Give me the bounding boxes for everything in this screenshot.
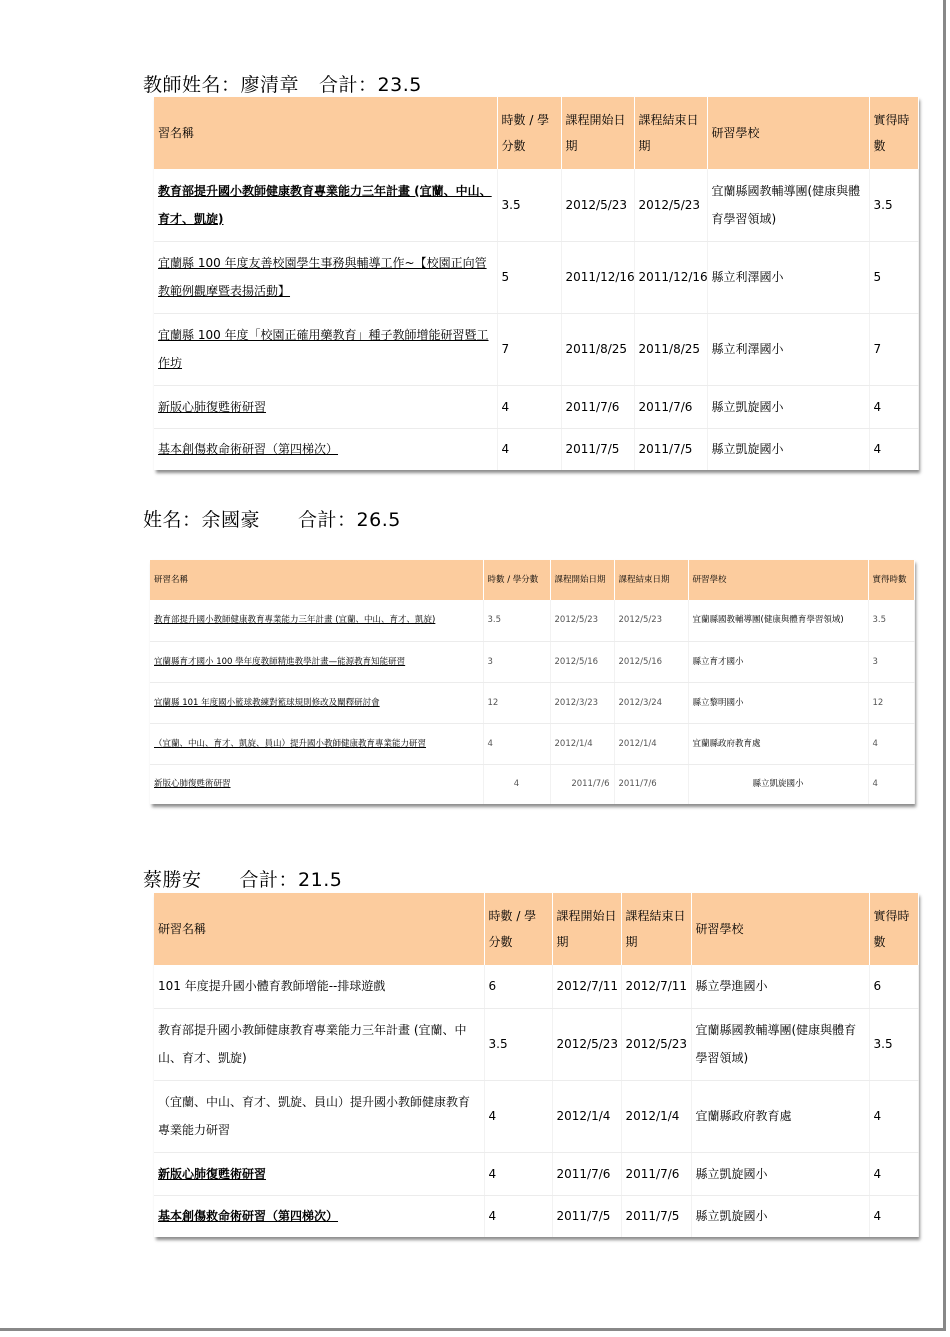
hours: 4	[868, 723, 914, 764]
end-date: 2011/7/5	[634, 428, 707, 470]
start-date: 2012/7/11	[552, 965, 621, 1008]
end-date: 2011/8/25	[634, 313, 707, 385]
teacher-name: 蔡勝安	[143, 869, 202, 891]
hours: 3.5	[869, 1008, 918, 1080]
total-hours: 合計：21.5	[239, 869, 343, 891]
school: 宜蘭縣政府教育處	[691, 1080, 869, 1152]
end-date: 2012/1/4	[614, 723, 688, 764]
credits: 3	[483, 641, 550, 682]
credits: 4	[497, 385, 561, 428]
school: 宜蘭縣國教輔導團(健康與體育學習領域)	[691, 1008, 869, 1080]
course-name-link[interactable]: 新版心肺復甦術研習	[154, 1152, 484, 1195]
header-school: 研習學校	[707, 97, 869, 169]
start-date: 2011/12/16	[561, 241, 634, 313]
hours: 3.5	[869, 169, 918, 241]
course-name: 教育部提升國小教師健康教育專業能力三年計畫 (宜蘭、中山、育才、凱旋)	[154, 1008, 484, 1080]
header-end-date: 課程結束日期	[634, 97, 707, 169]
credits: 6	[484, 965, 552, 1008]
header-school: 研習學校	[688, 560, 868, 600]
school: 縣立利澤國小	[707, 313, 869, 385]
school: 縣立育才國小	[688, 641, 868, 682]
credits: 4	[483, 723, 550, 764]
hours: 12	[868, 682, 914, 723]
course-name-link[interactable]: 基本創傷救命術研習（第四梯次）	[154, 1195, 484, 1237]
header-course-name: 研習名稱	[154, 893, 484, 965]
teacher-name: 教師姓名：廖清章	[143, 74, 300, 96]
table-row	[154, 169, 918, 241]
header-hours: 實得時數	[869, 893, 918, 965]
hours: 5	[869, 241, 918, 313]
section-2-heading	[143, 505, 401, 532]
header-course-name: 研習名稱	[150, 560, 483, 600]
course-name-link[interactable]: （宜蘭、中山、育才、凱旋、員山）提升國小教師健康教育專業能力研習	[150, 723, 483, 764]
header-credits: 時數 / 學分數	[483, 560, 550, 600]
header-end-date: 課程結束日期	[614, 560, 688, 600]
start-date: 2012/1/4	[550, 723, 614, 764]
start-date: 2011/7/6	[550, 764, 614, 804]
end-date: 2012/7/11	[621, 965, 691, 1008]
credits: 7	[497, 313, 561, 385]
start-date: 2012/5/23	[550, 600, 614, 641]
start-date: 2011/7/6	[552, 1152, 621, 1195]
credits: 12	[483, 682, 550, 723]
table-header-row	[154, 893, 918, 965]
table-row	[154, 241, 918, 313]
credits: 5	[497, 241, 561, 313]
header-hours: 實得時數	[869, 97, 918, 169]
school: 縣立凱旋國小	[691, 1195, 869, 1237]
start-date: 2011/7/5	[552, 1195, 621, 1237]
end-date: 2012/3/24	[614, 682, 688, 723]
course-name: （宜蘭、中山、育才、凱旋、員山）提升國小教師健康教育專業能力研習	[154, 1080, 484, 1152]
school: 宜蘭縣政府教育處	[688, 723, 868, 764]
table-row	[150, 682, 914, 723]
table-row	[154, 385, 918, 428]
end-date: 2011/12/16	[634, 241, 707, 313]
header-credits: 時數 / 學分數	[484, 893, 552, 965]
credits: 3.5	[483, 600, 550, 641]
credits: 4	[497, 428, 561, 470]
course-name-link[interactable]: 新版心肺復甦術研習	[154, 385, 497, 428]
hours: 4	[869, 1195, 918, 1237]
table-row	[154, 1008, 918, 1080]
table-header-row	[154, 97, 918, 169]
hours: 4	[869, 428, 918, 470]
training-table-3	[154, 893, 918, 1237]
table-row	[154, 1195, 918, 1237]
table-row	[150, 723, 914, 764]
table-row	[154, 428, 918, 470]
start-date: 2012/3/23	[550, 682, 614, 723]
course-name-link[interactable]: 宜蘭縣 100 年度友善校園學生事務與輔導工作~【校園正向管教範例觀摩暨表揚活動】	[154, 241, 497, 313]
header-start-date: 課程開始日期	[561, 97, 634, 169]
credits: 3.5	[497, 169, 561, 241]
school: 縣立凱旋國小	[707, 385, 869, 428]
header-credits: 時數 / 學分數	[497, 97, 561, 169]
header-end-date: 課程結束日期	[621, 893, 691, 965]
course-name-link[interactable]: 宜蘭縣 100 年度「校園正確用藥教育」種子教師增能研習暨工作坊	[154, 313, 497, 385]
table-row	[150, 641, 914, 682]
school: 縣立凱旋國小	[707, 428, 869, 470]
school: 縣立凱旋國小	[688, 764, 868, 804]
start-date: 2012/5/16	[550, 641, 614, 682]
course-name-link[interactable]: 教育部提升國小教師健康教育專業能力三年計畫 (宜蘭、中山、育才、凱旋)	[154, 169, 497, 241]
table-row	[154, 1080, 918, 1152]
credits: 4	[484, 1080, 552, 1152]
start-date: 2012/5/23	[552, 1008, 621, 1080]
credits: 3.5	[484, 1008, 552, 1080]
start-date: 2011/8/25	[561, 313, 634, 385]
school: 縣立黎明國小	[688, 682, 868, 723]
table-row	[154, 313, 918, 385]
header-hours: 實得時數	[868, 560, 914, 600]
end-date: 2012/5/23	[614, 600, 688, 641]
hours: 4	[868, 764, 914, 804]
end-date: 2012/5/23	[621, 1008, 691, 1080]
hours: 4	[869, 1080, 918, 1152]
school: 宜蘭縣國教輔導團(健康與體育學習領域)	[707, 169, 869, 241]
header-start-date: 課程開始日期	[550, 560, 614, 600]
end-date: 2012/1/4	[621, 1080, 691, 1152]
hours: 7	[869, 313, 918, 385]
hours: 4	[869, 1152, 918, 1195]
end-date: 2011/7/6	[621, 1152, 691, 1195]
training-table-2	[150, 560, 914, 804]
school: 宜蘭縣國教輔導團(健康與體育學習領域)	[688, 600, 868, 641]
course-name: 101 年度提升國小體育教師增能--排球遊戲	[154, 965, 484, 1008]
section-1-heading	[143, 70, 422, 97]
total-hours: 合計：23.5	[319, 74, 422, 96]
course-name-link[interactable]: 新版心肺復甦術研習	[150, 764, 483, 804]
start-date: 2012/5/23	[561, 169, 634, 241]
hours: 3	[868, 641, 914, 682]
header-course-name: 習名稱	[154, 97, 497, 169]
training-table-1	[154, 97, 918, 470]
hours: 4	[869, 385, 918, 428]
end-date: 2011/7/5	[621, 1195, 691, 1237]
hours: 3.5	[868, 600, 914, 641]
section-3-heading	[143, 865, 342, 892]
credits: 4	[484, 1195, 552, 1237]
course-name-link[interactable]: 宜蘭縣 101 年度國小籃球教練對籃球規則修改及闡釋研討會	[150, 682, 483, 723]
total-hours: 合計：26.5	[298, 509, 401, 531]
end-date: 2012/5/23	[634, 169, 707, 241]
school: 縣立學進國小	[691, 965, 869, 1008]
hours: 6	[869, 965, 918, 1008]
teacher-name: 姓名：余國豪	[143, 509, 261, 531]
table-row	[150, 764, 914, 804]
header-start-date: 課程開始日期	[552, 893, 621, 965]
end-date: 2012/5/16	[614, 641, 688, 682]
start-date: 2012/1/4	[552, 1080, 621, 1152]
school: 縣立利澤國小	[707, 241, 869, 313]
table-row	[150, 600, 914, 641]
start-date: 2011/7/6	[561, 385, 634, 428]
course-name-link[interactable]: 宜蘭縣育才國小 100 學年度教師精進教學計畫—能源教育知能研習	[150, 641, 483, 682]
course-name-link[interactable]: 基本創傷救命術研習（第四梯次）	[154, 428, 497, 470]
end-date: 2011/7/6	[634, 385, 707, 428]
start-date: 2011/7/5	[561, 428, 634, 470]
end-date: 2011/7/6	[614, 764, 688, 804]
school: 縣立凱旋國小	[691, 1152, 869, 1195]
header-school: 研習學校	[691, 893, 869, 965]
course-name-link[interactable]: 教育部提升國小教師健康教育專業能力三年計畫 (宜蘭、中山、育才、凱旋)	[150, 600, 483, 641]
credits: 4	[484, 1152, 552, 1195]
table-header-row	[150, 560, 914, 600]
table-row	[154, 965, 918, 1008]
credits: 4	[483, 764, 550, 804]
table-row	[154, 1152, 918, 1195]
